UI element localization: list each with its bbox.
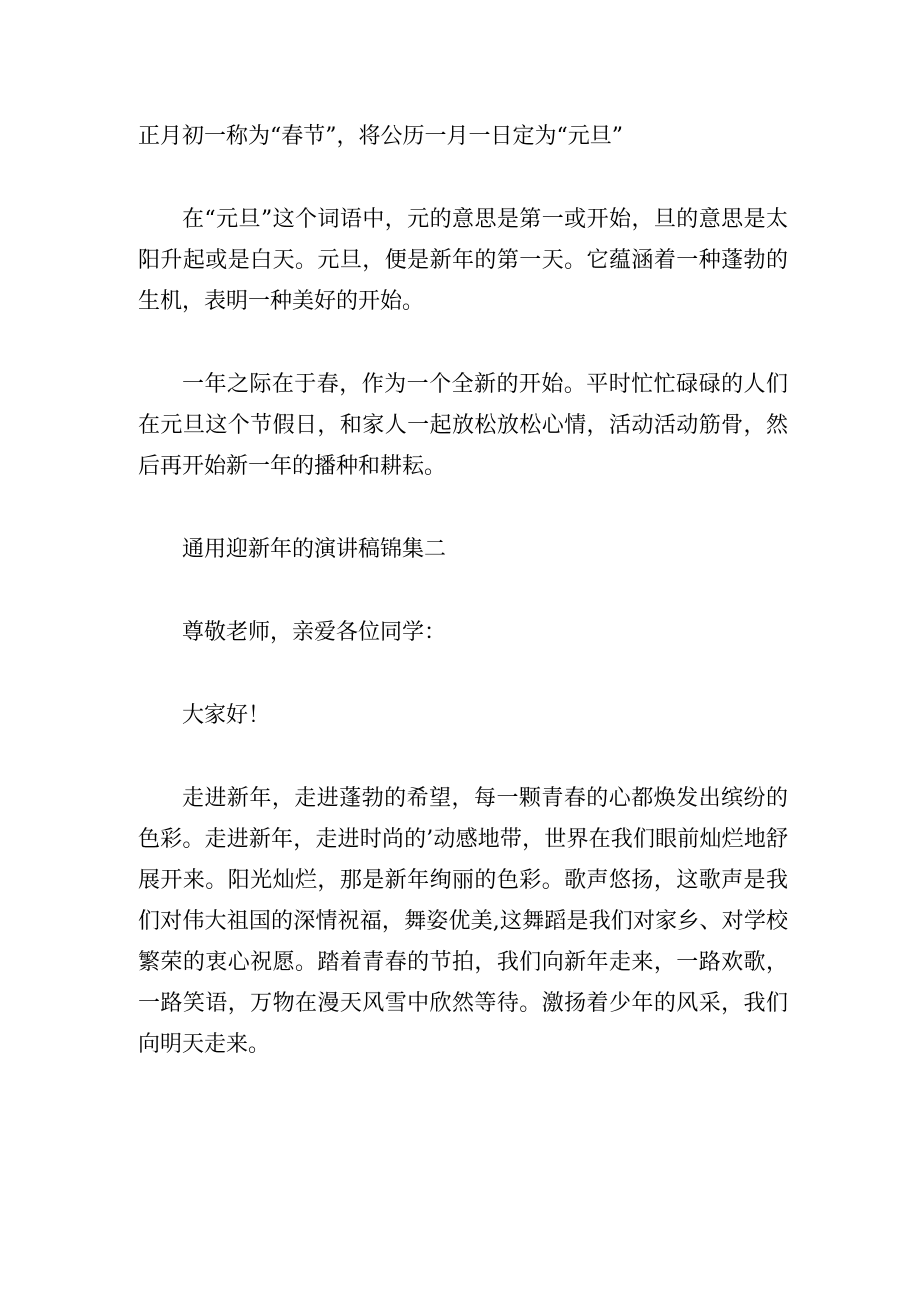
paragraph-yuandan-meaning: 在“元旦”这个词语中，元的意思是第一或开始，旦的意思是太阳升起或是白天。元旦，便是新年的第一天。它蕴涵着一种蓬勃的生机，表明一种美好的开始。 bbox=[138, 207, 788, 314]
paragraph-new-beginning: 一年之际在于春，作为一个全新的开始。平时忙忙碌碌的人们在元旦这个节假日，和家人一起放松放松心情，活动活动筋骨，然后再开始新一年的播种和耕耘。 bbox=[138, 372, 788, 479]
paragraph-intro-line: 正月初一称为“春节”，将公历一月一日定为“元旦” bbox=[138, 124, 623, 149]
salutation: 尊敬老师，亲爱各位同学： bbox=[182, 620, 447, 645]
document-body bbox=[138, 116, 788, 1065]
greeting: 大家好！ bbox=[182, 703, 271, 728]
section-heading: 通用迎新年的演讲稿锦集二 bbox=[182, 537, 447, 562]
paragraph-speech-body: 走进新年，走进蓬勃的希望，每一颗青春的心都焕发出缤纷的色彩。走进新年，走进时尚的’动感地带，世界在我们眼前灿烂地舒展开来。阳光灿烂，那是新年绚丽的色彩。歌声悠扬，这歌声是我们对伟大祖国的深情祝福，舞姿优美,这舞蹈是我们对家乡、对学校繁荣的衷心祝愿。踏着青春的节拍，我们向新年走来，一路欢歌，一路笑语，万物在漫天风雪中欣然等待。激扬着少年的风采，我们向明天走来。 bbox=[138, 786, 788, 1057]
